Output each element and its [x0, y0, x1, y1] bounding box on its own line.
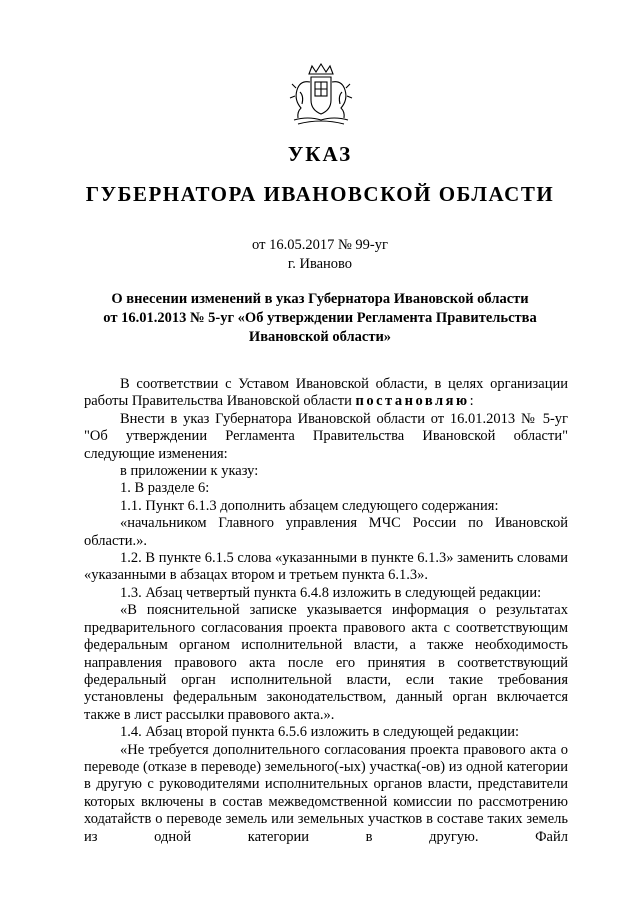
document-date-number: от 16.05.2017 № 99-уг [252, 237, 388, 253]
subject-line-3: Ивановской области» [248, 329, 392, 345]
preamble-colon: : [469, 393, 474, 410]
paragraph-item-1-1: 1.1. Пункт 6.1.3 дополнить абзацем следующего содержания: [120, 497, 499, 514]
ivanovo-coat-of-arms-icon [288, 62, 354, 128]
paragraph-quote-1-4: «Не требуется дополнительного согласования проекта правового акта о переводе (отказе в переводе) земельного(-ых) участка(-ов) из одной категории в другую с руководителями исполнительных органов власти, представители которых включены в состав межведомственной комиссии по рассмотрению ходатайств о переводе земель или земельных участков в составе таких земель из одной категории в другую. Файл [84, 741, 568, 845]
document-city: г. Иваново [287, 256, 353, 272]
paragraph-item-1-2: 1.2. В пункте 6.1.5 слова «указанными в пункте 6.1.3» заменить словами «указанными в абзацах втором и третьем пункта 6.1.3». [84, 550, 568, 584]
paragraph-item-1-3: 1.3. Абзац четвертый пункта 6.4.8 изложить в следующей редакции: [120, 584, 542, 601]
paragraph-item-1-4: 1.4. Абзац второй пункта 6.5.6 изложить в следующей редакции: [120, 724, 520, 741]
paragraph-quote-1-3: «В пояснительной записке указывается информация о результатах предварительного согласования проекта правового акта с соответствующим федеральным органом исполнительной власти, а также необходимость направления правового акта после его принятия в соответствующий федеральный орган исполнительной власти, если такие требования установлены федеральным законодательством, данный орган включается также в лист рассылки правового акта.». [84, 602, 568, 723]
document-body [84, 376, 568, 846]
subject-line-1: О внесении изменений в указ Губернатора Ивановской области [111, 291, 529, 307]
paragraph-quote-1-1: «начальником Главного управления МЧС России по Ивановской области.». [84, 515, 568, 549]
paragraph-section-1: 1. В разделе 6: [120, 480, 210, 497]
document-title: УКАЗ [287, 142, 353, 166]
subject-line-2: от 16.01.2013 № 5-уг «Об утверждении Регламента Правительства [103, 310, 537, 326]
document-subject [60, 290, 580, 347]
paragraph-annex: в приложении к указу: [120, 463, 259, 480]
preamble-text: В соответствии с Уставом Ивановской области, в целях организации работы Правительства Ивановской области [84, 376, 568, 410]
paragraph-preamble [84, 376, 568, 411]
paragraph-amend-intro: Внести в указ Губернатора Ивановской области от 16.01.2013 № 5-уг "Об утверждении Регламента Правительства Ивановской области" следующие изменения: [84, 410, 568, 462]
resolve-word: постановляю [355, 393, 470, 410]
issuing-authority: ГУБЕРНАТОРА ИВАНОВСКОЙ ОБЛАСТИ [85, 182, 555, 206]
